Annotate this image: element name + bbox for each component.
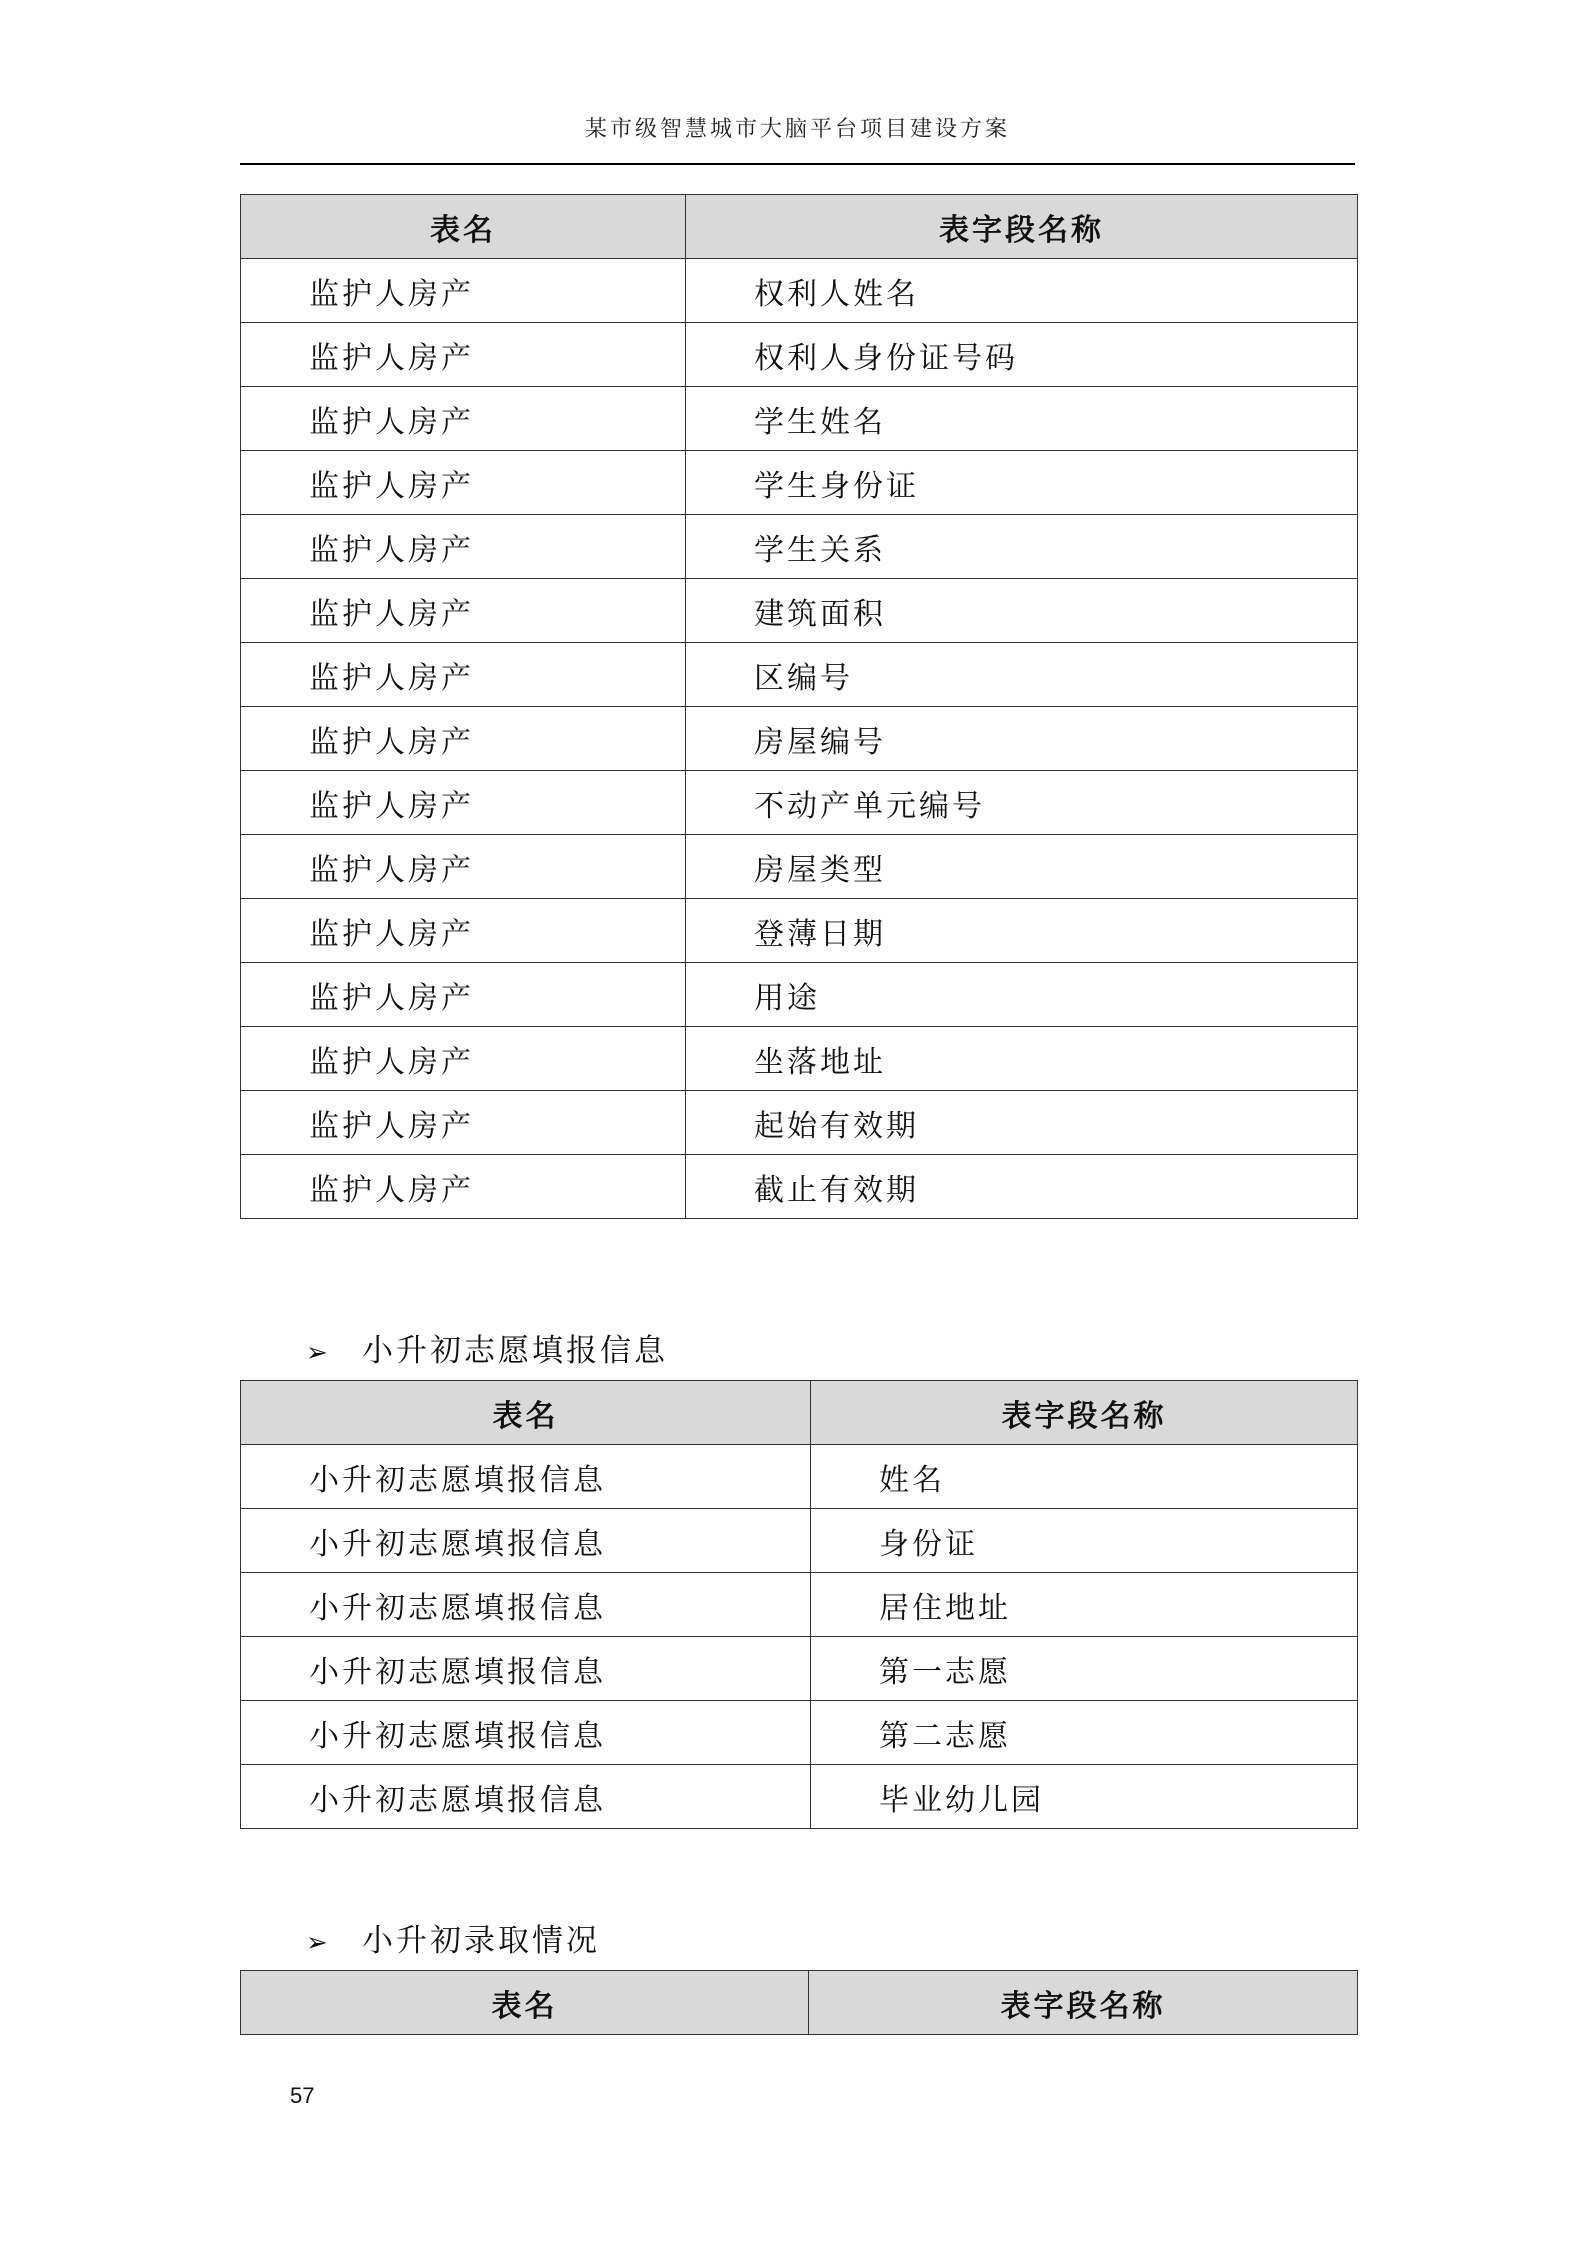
- arrow-bullet-icon: ➢: [306, 1928, 331, 1958]
- table-row: [241, 707, 1358, 771]
- section-heading-text: 小升初志愿填报信息: [362, 1333, 668, 1369]
- table-row: [241, 1637, 1358, 1701]
- table-name-cell: 监护人房产: [241, 707, 686, 771]
- table-name-cell: 监护人房产: [241, 323, 686, 387]
- table-name-cell: 小升初志愿填报信息: [241, 1701, 811, 1765]
- table-row: [241, 1701, 1358, 1765]
- table-row: [241, 387, 1358, 451]
- table-name-cell: 监护人房产: [241, 515, 686, 579]
- table-row: [241, 771, 1358, 835]
- table-name-cell: 监护人房产: [241, 387, 686, 451]
- field-name-cell: 第二志愿: [811, 1701, 1358, 1765]
- table-name-cell: 小升初志愿填报信息: [241, 1445, 811, 1509]
- table-name-cell: 监护人房产: [241, 1091, 686, 1155]
- table-row: [241, 1091, 1358, 1155]
- table-row: [241, 1027, 1358, 1091]
- field-name-cell: 起始有效期: [686, 1091, 1358, 1155]
- column-header-table-name: 表名: [241, 195, 686, 259]
- table-name-cell: 监护人房产: [241, 579, 686, 643]
- column-header-field-name: 表字段名称: [809, 1971, 1358, 2035]
- field-name-cell: 居住地址: [811, 1573, 1358, 1637]
- table-row: [241, 1155, 1358, 1219]
- field-name-cell: 坐落地址: [686, 1027, 1358, 1091]
- table-name-cell: 监护人房产: [241, 259, 686, 323]
- table-name-cell: 小升初志愿填报信息: [241, 1573, 811, 1637]
- field-name-cell: 权利人姓名: [686, 259, 1358, 323]
- field-name-cell: 区编号: [686, 643, 1358, 707]
- table-name-cell: 小升初志愿填报信息: [241, 1637, 811, 1701]
- page-header-title: 某市级智慧城市大脑平台项目建设方案: [584, 117, 1010, 142]
- column-header-field-name: 表字段名称: [686, 195, 1358, 259]
- table-row: [241, 451, 1358, 515]
- column-header-table-name: 表名: [241, 1971, 809, 2035]
- arrow-bullet-icon: ➢: [306, 1338, 331, 1368]
- table-name-cell: 小升初志愿填报信息: [241, 1765, 811, 1829]
- section-heading-text: 小升初录取情况: [362, 1923, 600, 1959]
- table-row: [241, 579, 1358, 643]
- table-name-cell: 监护人房产: [241, 643, 686, 707]
- table-row: [241, 1765, 1358, 1829]
- page-number: 57: [290, 2083, 315, 2108]
- field-name-cell: 第一志愿: [811, 1637, 1358, 1701]
- table-name-cell: 监护人房产: [241, 1027, 686, 1091]
- field-name-cell: 建筑面积: [686, 579, 1358, 643]
- table-name-cell: 监护人房产: [241, 451, 686, 515]
- table-header-row: [241, 1971, 1358, 2035]
- field-name-cell: 毕业幼儿园: [811, 1765, 1358, 1829]
- table-row: [241, 643, 1358, 707]
- header-divider: [240, 163, 1355, 165]
- table-row: [241, 259, 1358, 323]
- table-row: [241, 835, 1358, 899]
- field-name-cell: 房屋编号: [686, 707, 1358, 771]
- table-row: [241, 1445, 1358, 1509]
- field-name-cell: 学生关系: [686, 515, 1358, 579]
- table-row: [241, 963, 1358, 1027]
- table-row: [241, 899, 1358, 963]
- table-name-cell: 监护人房产: [241, 963, 686, 1027]
- field-name-cell: 学生身份证: [686, 451, 1358, 515]
- volunteer-info-table: [240, 1380, 1358, 1829]
- table-name-cell: 监护人房产: [241, 899, 686, 963]
- section-heading-admission-status: [306, 1915, 600, 1960]
- field-name-cell: 登薄日期: [686, 899, 1358, 963]
- table-name-cell: 监护人房产: [241, 771, 686, 835]
- table-name-cell: 小升初志愿填报信息: [241, 1509, 811, 1573]
- section-heading-volunteer-info: [306, 1325, 668, 1370]
- table-row: [241, 515, 1358, 579]
- field-name-cell: 用途: [686, 963, 1358, 1027]
- field-name-cell: 截止有效期: [686, 1155, 1358, 1219]
- guardian-property-table: [240, 194, 1358, 1219]
- field-name-cell: 权利人身份证号码: [686, 323, 1358, 387]
- field-name-cell: 学生姓名: [686, 387, 1358, 451]
- table-row: [241, 323, 1358, 387]
- table-row: [241, 1573, 1358, 1637]
- admission-status-table: [240, 1970, 1358, 2035]
- column-header-table-name: 表名: [241, 1381, 811, 1445]
- table-header-row: [241, 1381, 1358, 1445]
- table-header-row: [241, 195, 1358, 259]
- table-row: [241, 1509, 1358, 1573]
- field-name-cell: 房屋类型: [686, 835, 1358, 899]
- field-name-cell: 不动产单元编号: [686, 771, 1358, 835]
- table-name-cell: 监护人房产: [241, 1155, 686, 1219]
- field-name-cell: 姓名: [811, 1445, 1358, 1509]
- column-header-field-name: 表字段名称: [811, 1381, 1358, 1445]
- table-name-cell: 监护人房产: [241, 835, 686, 899]
- field-name-cell: 身份证: [811, 1509, 1358, 1573]
